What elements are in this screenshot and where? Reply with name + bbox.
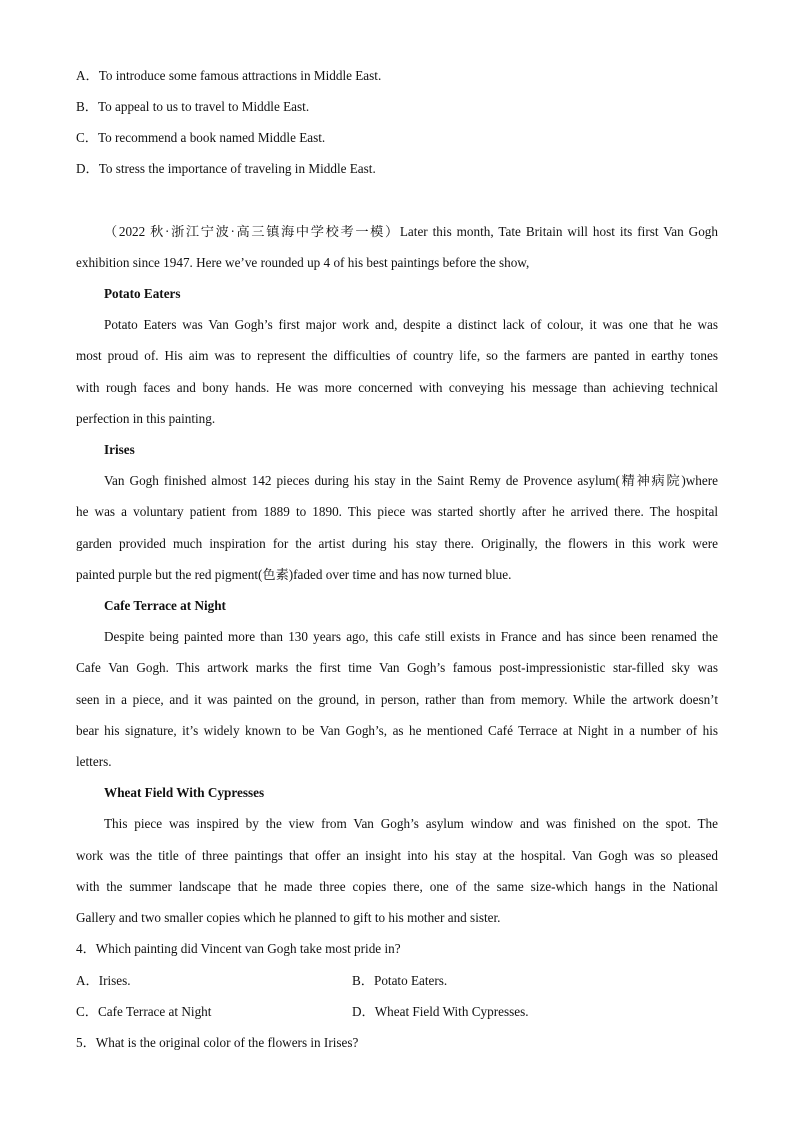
paragraph-line: letters.: [76, 754, 112, 769]
passage-intro-line: exhibition since 1947. Here we’ve rounded up 4 of his best paintings before the show,: [76, 255, 530, 270]
paragraph-line: Van Gogh finished almost 142 pieces during his stay in the Saint Remy de Provence asylum(精神病院)where: [104, 473, 718, 488]
paragraph-line: most proud of. His aim was to represent the difficulties of country life, so the farmers are panted in earthy tones: [76, 348, 718, 363]
passage-intro-line: （2022 秋·浙江宁波·高三镇海中学校考一模）Later this month, Tate Britain will host its first Van Gogh: [104, 224, 718, 239]
paragraph-line: bear his signature, it’s widely known to be Van Gogh’s, as he mentioned Café Terrace at Night in a number of his: [76, 723, 718, 738]
paragraph-line: he was a voluntary patient from 1889 to 1890. This piece was started shortly after he arrived there. The hospital: [76, 504, 718, 519]
section-heading: Irises: [104, 442, 135, 457]
q4-stem: 4．Which painting did Vincent van Gogh take most pride in?: [76, 941, 401, 956]
section-heading: Potato Eaters: [104, 286, 181, 301]
paragraph-line: This piece was inspired by the view from Van Gogh’s asylum window and was finished on the spot. The: [104, 816, 718, 831]
paragraph-line: Potato Eaters was Van Gogh’s first major work and, despite a distinct lack of colour, it was one that he was: [104, 317, 718, 332]
q3-option-c: C．To recommend a book named Middle East.: [76, 130, 326, 145]
q4-option-a: A．Irises.: [76, 973, 131, 988]
q5-stem: 5．What is the original color of the flowers in Irises?: [76, 1035, 359, 1050]
q4-option-d: D．Wheat Field With Cypresses.: [352, 1004, 529, 1019]
paragraph-line: Gallery and two smaller copies which he planned to gift to his mother and sister.: [76, 910, 501, 925]
paragraph-line: work was the title of three paintings that offer an insight into his stay at the hospital. Van Gogh was so pleased: [76, 848, 718, 863]
paragraph-line: perfection in this painting.: [76, 411, 216, 426]
paragraph-line: with rough faces and bony hands. He was more concerned with conveying his message than achieving technical: [76, 380, 718, 395]
section-heading: Wheat Field With Cypresses: [104, 785, 265, 800]
paragraph-line: Cafe Van Gogh. This artwork marks the first time Van Gogh’s famous post-impressionistic star-filled sky was: [76, 660, 718, 675]
paragraph-line: garden provided much inspiration for the artist during his stay there. Originally, the flowers in this work were: [76, 536, 718, 551]
section-heading: Cafe Terrace at Night: [104, 598, 226, 613]
paragraph-line: seen in a piece, and it was painted on the ground, in person, rather than from memory. While the artwork doesn’t: [76, 692, 718, 707]
q3-option-a: A．To introduce some famous attractions in Middle East.: [76, 68, 382, 83]
paragraph-line: with the summer landscape that he made three copies there, one of the same size-which hangs in the National: [76, 879, 718, 894]
q4-option-b: B．Potato Eaters.: [352, 973, 448, 988]
paragraph-line: painted purple but the red pigment(色素)faded over time and has now turned blue.: [76, 567, 512, 582]
paragraph-line: Despite being painted more than 130 years ago, this cafe still exists in France and has since been renamed the: [104, 629, 718, 644]
q3-option-b: B．To appeal to us to travel to Middle East.: [76, 99, 310, 114]
q4-option-c: C．Cafe Terrace at Night: [76, 1004, 212, 1019]
q3-option-d: D．To stress the importance of traveling in Middle East.: [76, 161, 376, 176]
